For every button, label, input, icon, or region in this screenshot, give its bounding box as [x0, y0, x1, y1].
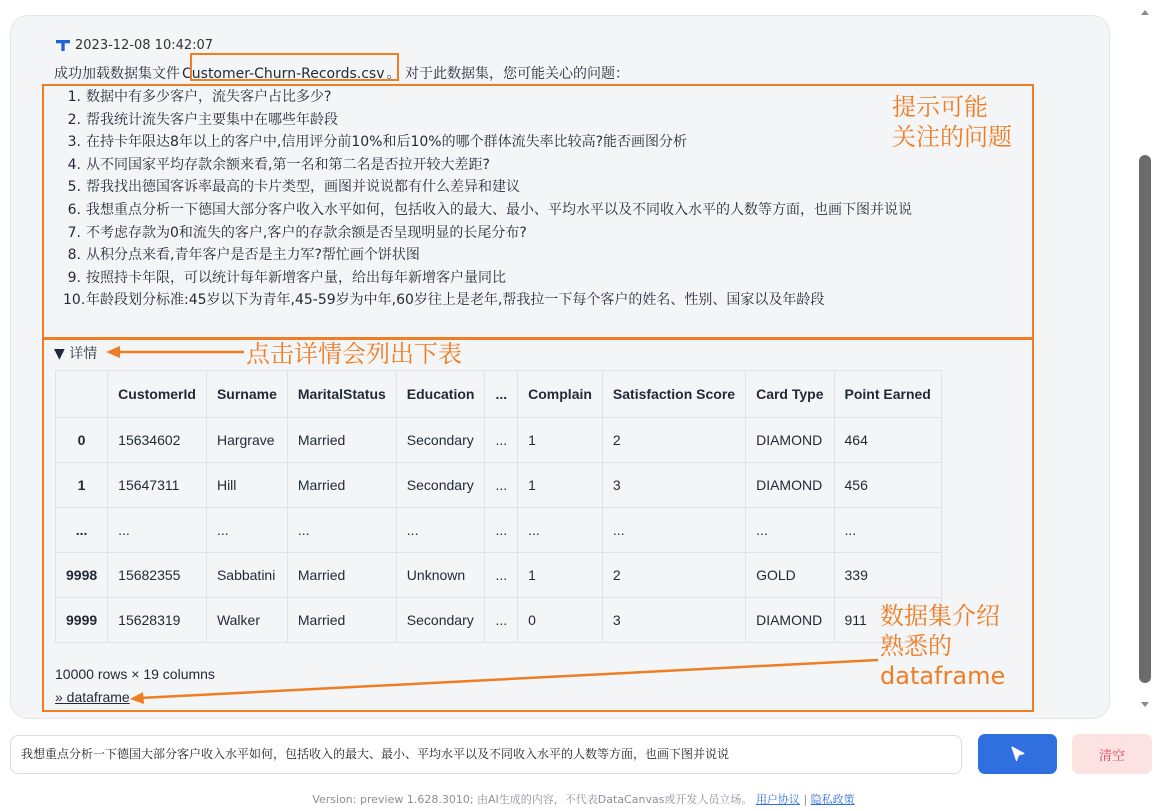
table-cell: ...: [485, 418, 518, 463]
column-header: Point Earned: [834, 371, 941, 418]
dataframe-dimensions: 10000 rows × 19 columns: [55, 666, 215, 682]
column-header: Complain: [518, 371, 603, 418]
row-index: 1: [56, 463, 108, 508]
questions-highlight-box: [42, 84, 1034, 340]
scroll-up-icon[interactable]: [1141, 10, 1149, 15]
row-index: 0: [56, 418, 108, 463]
table-cell: 15634602: [108, 418, 207, 463]
terms-link[interactable]: 用户协议: [755, 793, 800, 806]
table-cell: Secondary: [396, 418, 485, 463]
table-cell: GOLD: [746, 553, 834, 598]
table-cell: 2: [602, 418, 745, 463]
list-item[interactable]: 1. 数据中有多少客户，流失客户占比多少?: [63, 86, 912, 109]
dataset-annotation: 数据集介绍 熟悉的 dataframe: [880, 602, 1006, 690]
table-cell: ...: [485, 508, 518, 553]
footer: [0, 791, 1167, 807]
table-cell: ...: [518, 508, 603, 553]
list-item[interactable]: 8. 从积分点来看,青年客户是否是主力军?帮忙画个饼状图: [63, 244, 912, 267]
table-cell: 15682355: [108, 553, 207, 598]
list-item[interactable]: 6. 我想重点分析一下德国大部分客户收入水平如何，包括收入的最大、最小、平均水平以及不同收入水平的人数等方面，也画下图并说说: [63, 199, 912, 222]
table-cell: ...: [485, 463, 518, 508]
chat-input[interactable]: 我想重点分析一下德国大部分客户收入水平如何，包括收入的最大、最小、平均水平以及不同收入水平的人数等方面，也画下图并说说: [10, 735, 962, 774]
table-cell: 15647311: [108, 463, 207, 508]
table-cell: 1: [518, 418, 603, 463]
table-cell: 1: [518, 463, 603, 508]
column-header: MaritalStatus: [287, 371, 396, 418]
intro-suffix: 。 对于此数据集，您可能关心的问题：: [386, 66, 629, 82]
table-cell: ...: [108, 508, 207, 553]
question-text: 年龄段划分标准:45岁以下为青年,45-59岁为中年,60岁往上是老年,帮我拉一下每个客户的姓名、性别、国家以及年龄段: [86, 292, 825, 309]
table-cell: Married: [287, 553, 396, 598]
table-cell: 2: [602, 553, 745, 598]
question-text: 数据中有多少客户，流失客户占比多少?: [86, 89, 332, 105]
details-toggle[interactable]: ▼ 详情: [54, 346, 98, 362]
table-cell: ...: [485, 553, 518, 598]
footer-text: Version: preview 1.628.3010; 由AI生成的内容，不代表DataCanvas或开发人员立场。: [312, 793, 753, 806]
table-cell: Married: [287, 598, 396, 643]
question-text: 帮我统计流失客户主要集中在哪些年龄段: [86, 111, 338, 128]
list-item[interactable]: 7. 不考虑存款为0和流失的客户,客户的存款余额是否呈现明显的长尾分布?: [63, 222, 912, 245]
filename-highlight-box: [190, 53, 399, 81]
table-cell: DIAMOND: [746, 598, 834, 643]
scrollbar-thumb[interactable]: [1139, 155, 1151, 683]
table-cell: ...: [746, 508, 834, 553]
column-header: Satisfaction Score: [602, 371, 745, 418]
chat-scrollbar[interactable]: [1135, 0, 1157, 718]
send-button[interactable]: [978, 734, 1057, 774]
table-cell: ...: [206, 508, 287, 553]
row-index: 9998: [56, 553, 108, 598]
list-item[interactable]: 4. 从不同国家平均存款余额来看,第一名和第二名是否拉开较大差距?: [63, 154, 912, 177]
questions-annotation: 提示可能 关注的问题: [892, 93, 1012, 151]
table-cell: 15628319: [108, 598, 207, 643]
column-header: Surname: [206, 371, 287, 418]
table-cell: 911: [834, 598, 941, 643]
question-text: 帮我找出德国客诉率最高的卡片类型，画图并说说都有什么差异和建议: [86, 179, 520, 196]
row-index: ...: [56, 508, 108, 553]
question-text: 从积分点来看,青年客户是否是主力军?帮忙画个饼状图: [86, 247, 420, 264]
table-cell: 3: [602, 463, 745, 508]
table-cell: Sabbatini: [206, 553, 287, 598]
question-text: 不考虑存款为0和流失的客户,客户的存款余额是否呈现明显的长尾分布?: [86, 224, 527, 241]
table-cell: ...: [485, 598, 518, 643]
table-cell: 3: [602, 598, 745, 643]
details-annotation: 点击详情会列出下表: [246, 340, 462, 368]
table-cell: Unknown: [396, 553, 485, 598]
list-item[interactable]: 2. 帮我统计流失客户主要集中在哪些年龄段: [63, 109, 912, 132]
column-header: CustomerId: [108, 371, 207, 418]
table-cell: Hargrave: [206, 418, 287, 463]
list-item[interactable]: 9. 按照持卡年限，可以统计每年新增客户量，给出每年新增客户量同比: [63, 267, 912, 290]
table-cell: Hill: [206, 463, 287, 508]
clear-button[interactable]: 清空: [1072, 734, 1152, 774]
question-text: 我想重点分析一下德国大部分客户收入水平如何，包括收入的最大、最小、平均水平以及不同收入水平的人数等方面，也画下图并说说: [86, 201, 912, 218]
table-cell: Secondary: [396, 463, 485, 508]
table-cell: ...: [834, 508, 941, 553]
privacy-link[interactable]: 隐私政策: [810, 793, 855, 806]
footer-separator: |: [803, 793, 808, 806]
send-cursor-icon: [1009, 745, 1027, 763]
table-cell: 456: [834, 463, 941, 508]
question-text: 按照持卡年限，可以统计每年新增客户量，给出每年新增客户量同比: [86, 269, 506, 286]
message-header: [56, 38, 213, 53]
table-cell: 0: [518, 598, 603, 643]
table-cell: 339: [834, 553, 941, 598]
column-header: Card Type: [746, 371, 834, 418]
question-text: 从不同国家平均存款余额来看,第一名和第二名是否拉开较大差距?: [86, 156, 490, 173]
table-cell: ...: [287, 508, 396, 553]
table-cell: DIAMOND: [746, 418, 834, 463]
row-index: 9999: [56, 598, 108, 643]
column-header: ...: [485, 371, 518, 418]
dataset-file-name: Customer-Churn-Records.csv: [182, 66, 385, 82]
app-logo-icon: [56, 40, 70, 51]
table-cell: Married: [287, 463, 396, 508]
column-header: Education: [396, 371, 485, 418]
table-cell: 464: [834, 418, 941, 463]
list-item[interactable]: 3. 在持卡年限达8年以上的客户中,信用评分前10%和后10%的哪个群体流失率比较高?能否画图分析: [63, 131, 912, 154]
scroll-down-icon[interactable]: [1141, 702, 1149, 707]
dataframe-link[interactable]: » dataframe: [55, 689, 130, 705]
question-text: 在持卡年限达8年以上的客户中,信用评分前10%和后10%的哪个群体流失率比较高?能否画图分析: [86, 134, 688, 151]
message-timestamp: 2023-12-08 10:42:07: [75, 38, 214, 53]
table-cell: ...: [602, 508, 745, 553]
table-cell: ...: [396, 508, 485, 553]
table-cell: 1: [518, 553, 603, 598]
table-cell: Secondary: [396, 598, 485, 643]
list-item[interactable]: 10. 年龄段划分标准:45岁以下为青年,45-59岁为中年,60岁往上是老年,帮我拉一下每个客户的姓名、性别、国家以及年龄段: [63, 289, 912, 312]
list-item[interactable]: 5. 帮我找出德国客诉率最高的卡片类型，画图并说说都有什么差异和建议: [63, 176, 912, 199]
table-cell: DIAMOND: [746, 463, 834, 508]
table-cell: Married: [287, 418, 396, 463]
intro-prefix: 成功加载数据集文件: [54, 66, 180, 82]
table-cell: Walker: [206, 598, 287, 643]
